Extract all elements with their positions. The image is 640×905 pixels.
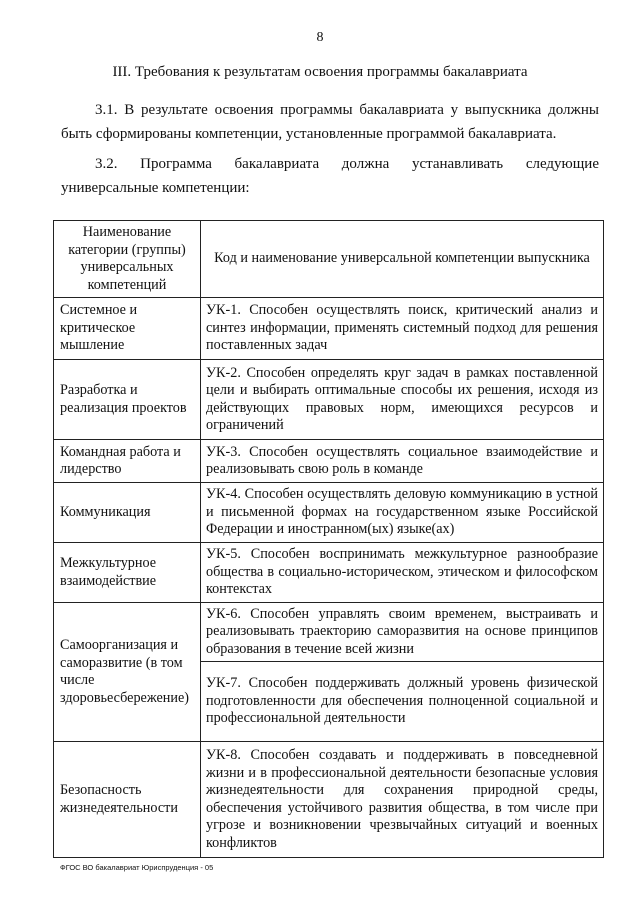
category-cell: Коммуникация (54, 483, 201, 543)
competence-cell: УК-5. Способен воспринимать межкультурное разнообразие общества в социально-историческом, этическом и философском контекстах (201, 543, 604, 603)
table-row (54, 603, 604, 662)
category-cell: Самоорганизация и саморазвитие (в том числе здоровьесбережение) (54, 603, 201, 742)
table-row (54, 298, 604, 360)
category-cell: Безопасность жизнедеятельности (54, 742, 201, 858)
table-row (54, 440, 604, 483)
section-title: III. Требования к результатам освоения программы бакалавриата (112, 64, 528, 80)
competence-cell: УК-1. Способен осуществлять поиск, критический анализ и синтез информации, применять системный подход для решения поставленных задач (201, 298, 604, 360)
competencies-table (53, 220, 604, 858)
header-competence: Код и наименование универсальной компетенции выпускника (201, 221, 604, 298)
table-row (54, 543, 604, 603)
page-number: 8 (316, 30, 324, 45)
category-cell: Межкультурное взаимодействие (54, 543, 201, 603)
header-category: Наименование категории (группы) универсальных компетенций (54, 221, 201, 298)
table-row (54, 360, 604, 440)
category-cell: Системное и критическое мышление (54, 298, 201, 360)
competence-cell: УК-2. Способен определять круг задач в рамках поставленной цели и выбирать оптимальные способы их решения, исходя из действующих правовых норм, имеющихся ресурсов и ограничений (201, 360, 604, 440)
paragraph-3-1: 3.1. В результате освоения программы бакалавриата у выпускника должны быть сформированы компетенции, установленные программой бакалавриата. (61, 102, 599, 142)
competence-cell: УК-3. Способен осуществлять социальное взаимодействие и реализовывать свою роль в команде (201, 440, 604, 483)
competence-cell: УК-6. Способен управлять своим временем, выстраивать и реализовывать траекторию саморазвития на основе принципов образования в течение всей жизни (201, 603, 604, 662)
competence-cell: УК-7. Способен поддерживать должный уровень физической подготовленности для обеспечения полноценной социальной и профессиональной деятельности (201, 662, 604, 742)
competence-cell: УК-4. Способен осуществлять деловую коммуникацию в устной и письменной формах на государственном языке Российской Федерации и иностранном(ых) языке(ах) (201, 483, 604, 543)
competence-cell: УК-8. Способен создавать и поддерживать в повседневной жизни и в профессиональной деятельности безопасные условия жизнедеятельности для сохранения природной среды, обеспечения устойчивого развития общества, в том числе при угрозе и возникновении чрезвычайных ситуаций и военных конфликтов (201, 742, 604, 858)
category-cell: Разработка и реализация проектов (54, 360, 201, 440)
paragraph-3-2: 3.2. Программа бакалавриата должна устанавливать следующие (95, 156, 599, 172)
table-row (54, 483, 604, 543)
paragraph-3-2-continued: универсальные компетенции: (61, 180, 250, 196)
table-row (54, 742, 604, 858)
table-header-row (54, 221, 604, 298)
category-cell: Командная работа и лидерство (54, 440, 201, 483)
footer: ФГОС ВО бакалавриат Юриспруденция - 05 (60, 863, 214, 872)
